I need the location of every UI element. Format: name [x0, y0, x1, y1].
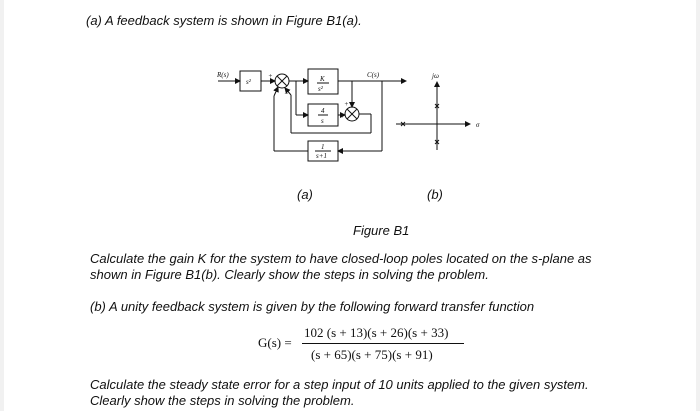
- part-a-question-line1: Calculate the gain K for the system to have closed-loop poles located on the s-plane as: [90, 251, 592, 266]
- figure-caption: Figure B1: [353, 223, 410, 238]
- part-a-question-line2: shown in Figure B1(b). Clearly show the steps in solving the problem.: [90, 267, 489, 282]
- imag-axis-label: jω: [432, 72, 439, 80]
- figure-b-label: (b): [427, 187, 443, 202]
- plus-sign: +: [344, 100, 349, 108]
- block-k-num: K: [320, 75, 325, 83]
- part-a-heading: (a) A feedback system is shown in Figure B1(a).: [86, 13, 362, 28]
- plus-sign: +: [268, 72, 273, 80]
- block-1-num: 1: [321, 143, 325, 151]
- s-plane: [396, 82, 470, 150]
- plus-sign: +: [340, 112, 345, 120]
- block-s2-label: s²: [246, 78, 251, 86]
- figure-b1: [4, 0, 696, 200]
- tf-numerator: 102 (s + 13)(s + 26)(s + 33): [304, 325, 449, 340]
- block-k-den: s²: [318, 85, 323, 93]
- part-b-question-line2: Clearly show the steps in solving the problem.: [90, 393, 355, 408]
- real-axis-label: σ: [476, 121, 480, 129]
- outer-feedback: [274, 87, 278, 96]
- part-b-heading: (b) A unity feedback system is given by the following forward transfer function: [90, 299, 535, 314]
- input-label: R(s): [217, 71, 229, 79]
- tf-lhs: G(s) =: [258, 335, 292, 350]
- output-label: C(s): [367, 71, 380, 79]
- block-4-num: 4: [321, 107, 325, 115]
- block-4-den: s: [321, 117, 324, 125]
- tf-fraction-bar: [302, 343, 464, 344]
- figure-a-label: (a): [297, 187, 313, 202]
- tf-denominator: (s + 65)(s + 75)(s + 91): [311, 347, 433, 362]
- block-1-den: s+1: [316, 152, 327, 160]
- question-page: [4, 0, 696, 411]
- minus-sign: −: [284, 90, 289, 98]
- part-b-question-line1: Calculate the steady state error for a step input of 10 units applied to the given system.: [90, 377, 589, 392]
